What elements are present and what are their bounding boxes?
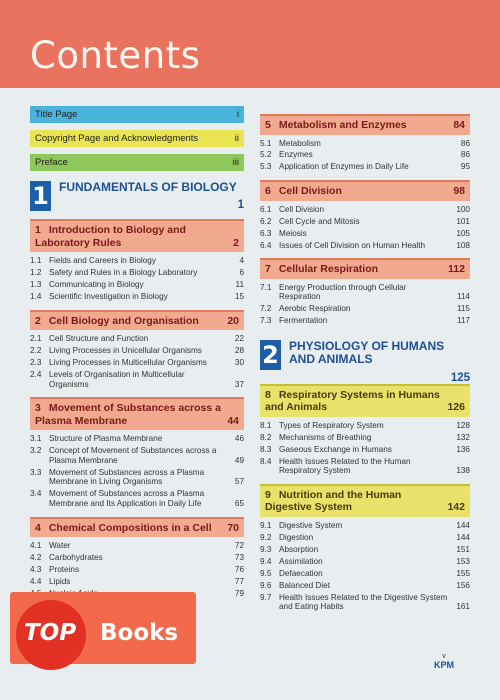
section-title: Cell Structure and Function <box>49 334 149 344</box>
chapter-heading <box>260 484 470 517</box>
section-number: 2.4 <box>30 370 42 379</box>
section-page: 86 <box>460 150 470 160</box>
section-number: 4.3 <box>30 564 42 574</box>
section-number: 8.3 <box>260 444 272 454</box>
unit-1-header <box>30 181 244 211</box>
chapter-number: 8 <box>265 388 271 401</box>
chapter-number: 9 <box>265 488 271 501</box>
section-page: 100 <box>456 204 470 214</box>
section-title: Gaseous Exchange in Humans <box>279 444 392 454</box>
section-title: Movement of Substances across a Plasma Membrane and Its Application in Daily Life <box>49 489 205 508</box>
section-number: 6.4 <box>260 240 272 250</box>
section-title: Lipids <box>49 576 71 586</box>
section-number: 2.3 <box>30 358 42 368</box>
chapter-title-text: Introduction to Biology and Laboratory Rules <box>35 224 186 249</box>
section-title: Defaecation <box>279 568 323 578</box>
section-row <box>260 533 470 543</box>
section-title: Safety and Rules in a Biology Laboratory <box>49 267 198 277</box>
section-page: 65 <box>234 498 244 508</box>
chapter-title <box>265 185 453 198</box>
chapter-title <box>35 224 233 249</box>
section-title: Application of Enzymes in Daily Life <box>279 162 409 172</box>
section-row <box>30 468 244 487</box>
section-title: Health Issues Related to the Human Respiratory System <box>279 456 411 476</box>
chapter-title <box>265 263 448 276</box>
section-row <box>260 139 470 149</box>
front-label: Preface <box>35 157 68 168</box>
unit-title: FUNDAMENTALS OF BIOLOGY <box>59 180 237 194</box>
chapter-title-text: Cell Division <box>278 185 342 198</box>
chapter-title-text: Cell Biology and Organisation <box>48 314 199 327</box>
section-row <box>30 292 244 302</box>
publisher-logo: KPM <box>434 660 454 670</box>
section-number: 3.4 <box>30 489 42 499</box>
section-row <box>260 581 470 591</box>
section-page: 49 <box>234 455 244 465</box>
section-page: 57 <box>234 477 244 487</box>
chapter-number: 3 <box>35 402 41 415</box>
section-row <box>30 565 244 575</box>
section-title: Fermentation <box>279 316 328 326</box>
section-number: 9.6 <box>260 580 272 590</box>
section-row <box>260 557 470 567</box>
right-chapter-list-a <box>260 114 470 326</box>
chapter-title-text: Respiratory Systems in Humans and Animals <box>265 388 440 414</box>
section-page: 144 <box>456 520 470 530</box>
section-row <box>260 569 470 579</box>
section-number: 5.3 <box>260 162 272 172</box>
section-number: 4.1 <box>30 541 42 551</box>
chapter-heading <box>260 258 470 279</box>
unit-number: 2 <box>260 340 281 370</box>
chapter-heading <box>30 310 244 331</box>
chapter-heading <box>30 219 244 252</box>
logo-books-text: Books <box>100 620 179 646</box>
chapter-heading <box>30 397 244 430</box>
chapter-title-text: Chemical Compositions in a Cell <box>48 521 212 534</box>
section-row <box>260 241 470 251</box>
section-page: 114 <box>456 292 470 302</box>
section-title: Meiosis <box>279 228 307 238</box>
section-number: 2.1 <box>30 334 42 344</box>
section-title: Concept of Movement of Substances across a Plasma Membrane <box>49 446 217 465</box>
section-row <box>30 370 244 389</box>
section-title: Structure of Plasma Membrane <box>49 434 163 444</box>
section-title: Health Issues Related to the Digestive System and Eating Habits <box>279 592 448 612</box>
section-page: 77 <box>234 576 244 586</box>
chapter-title-text: Metabolism and Enzymes <box>278 119 407 131</box>
section-page: 22 <box>234 334 244 344</box>
section-number: 9.5 <box>260 568 272 578</box>
section-title: Types of Respiratory System <box>279 420 384 430</box>
section-title: Cell Cycle and Mitosis <box>279 216 360 226</box>
section-page: 4 <box>239 256 244 265</box>
section-title: Enzymes <box>279 150 313 160</box>
section-title: Absorption <box>279 544 319 554</box>
section-page: 37 <box>234 379 244 389</box>
section-row <box>30 541 244 551</box>
section-page: 128 <box>456 420 470 430</box>
section-title: Movement of Substances across a Plasma Membrane in Living Organisms <box>49 467 205 487</box>
section-title: Assimilation <box>279 556 323 566</box>
front-preface <box>30 154 244 171</box>
section-row <box>30 256 244 266</box>
section-number: 3.3 <box>30 467 42 477</box>
section-row <box>260 205 470 215</box>
section-row <box>30 334 244 344</box>
chapter-title <box>265 119 453 132</box>
section-title: Digestive System <box>279 520 343 530</box>
chapter-title <box>35 522 227 535</box>
chapter-number: 2 <box>35 314 41 327</box>
chapter-number: 4 <box>35 521 41 534</box>
section-page: 76 <box>234 564 244 574</box>
section-page: 86 <box>460 138 470 148</box>
chapter-page: 142 <box>447 501 465 514</box>
unit-title: PHYSIOLOGY OF HUMANS AND ANIMALS <box>289 338 445 366</box>
section-row <box>30 434 244 444</box>
section-page: 72 <box>234 541 244 551</box>
section-number: 3.1 <box>30 434 42 444</box>
chapter-page: 98 <box>453 185 465 198</box>
chapter-page: 20 <box>227 314 239 327</box>
section-number: 7.2 <box>260 304 272 314</box>
chapter-page: 112 <box>448 263 465 276</box>
section-page: 46 <box>234 434 244 444</box>
section-page: 132 <box>456 432 470 442</box>
section-row <box>260 545 470 555</box>
section-number: 4.2 <box>30 553 42 562</box>
left-chapter-list <box>30 219 244 599</box>
front-page-number: i <box>236 109 239 120</box>
section-page: 156 <box>456 580 470 590</box>
section-title: Water <box>49 541 71 551</box>
section-number: 1.2 <box>30 267 42 277</box>
section-row <box>260 433 470 443</box>
section-title: Balanced Diet <box>279 580 330 590</box>
section-title: Metabolism <box>279 138 321 148</box>
chapter-page: 84 <box>453 119 465 131</box>
section-row <box>30 489 244 508</box>
section-page: 151 <box>456 544 470 554</box>
section-number: 7.1 <box>260 282 272 292</box>
front-page-number: iii <box>232 157 239 168</box>
section-row <box>260 521 470 531</box>
chapter-title-text: Cellular Respiration <box>278 263 379 276</box>
chapter-page: 44 <box>227 414 239 427</box>
section-number: 6.3 <box>260 228 272 238</box>
chapter-heading <box>30 517 244 538</box>
left-column <box>30 106 244 601</box>
section-title: Issues of Cell Division on Human Health <box>279 240 426 250</box>
section-number: 5.2 <box>260 150 272 160</box>
section-number: 1.1 <box>30 256 42 265</box>
chapter-title <box>265 489 447 514</box>
section-number: 9.2 <box>260 532 272 542</box>
section-number: 7.3 <box>260 316 272 326</box>
section-number: 8.4 <box>260 456 272 466</box>
chapter-number: 1 <box>35 224 41 236</box>
section-number: 1.4 <box>30 291 42 301</box>
logo-top-text: TOP <box>24 620 77 646</box>
section-row <box>260 445 470 455</box>
section-number: 1.3 <box>30 279 42 289</box>
chapter-title-text: Movement of Substances across a Plasma Membrane <box>35 402 221 427</box>
section-page: 136 <box>456 444 470 454</box>
section-title: Mechanisms of Breathing <box>279 432 372 442</box>
section-row <box>260 162 470 172</box>
section-title: Communicating in Biology <box>49 279 144 289</box>
chapter-number: 6 <box>265 185 271 198</box>
section-page: 144 <box>456 532 470 542</box>
section-title: Levels of Organisation in Multicellular Organisms <box>49 370 185 389</box>
section-number: 4.4 <box>30 576 42 586</box>
section-page: 101 <box>456 216 470 226</box>
section-page: 11 <box>235 279 244 289</box>
page-number: v <box>442 653 446 660</box>
right-chapter-list-b <box>260 384 470 612</box>
section-number: 9.4 <box>260 556 272 566</box>
section-title: Aerobic Respiration <box>279 304 351 314</box>
watermark-logo <box>10 592 196 664</box>
section-page: 95 <box>460 162 470 172</box>
chapter-heading <box>260 114 470 135</box>
section-page: 30 <box>234 358 244 368</box>
section-row <box>30 268 244 278</box>
section-row <box>260 150 470 160</box>
section-page: 79 <box>234 588 244 598</box>
unit-page: 1 <box>237 199 244 211</box>
section-title: Fields and Careers in Biology <box>49 256 156 265</box>
section-title: Proteins <box>49 564 80 574</box>
section-title: Digestion <box>279 532 314 542</box>
chapter-title <box>35 402 227 427</box>
chapter-number: 7 <box>265 263 271 276</box>
front-label: Copyright Page and Acknowledgments <box>35 133 199 144</box>
section-row <box>260 217 470 227</box>
section-number: 9.1 <box>260 520 272 530</box>
section-title: Carbohydrates <box>49 553 103 562</box>
section-page: 28 <box>234 346 244 356</box>
section-number: 2.2 <box>30 346 42 356</box>
section-title: Cell Division <box>279 204 325 214</box>
section-page: 155 <box>456 568 470 578</box>
section-page: 153 <box>456 556 470 566</box>
unit-page: 125 <box>450 371 470 384</box>
section-page: 138 <box>456 466 470 476</box>
section-row <box>30 577 244 587</box>
section-row <box>260 457 470 476</box>
section-row <box>30 446 244 465</box>
chapter-page: 126 <box>447 401 465 414</box>
section-row <box>260 229 470 239</box>
section-page: 105 <box>456 228 470 238</box>
front-copyright <box>30 130 244 147</box>
header-banner <box>0 0 500 88</box>
section-title: Living Processes in Unicellular Organisms <box>49 346 202 356</box>
section-number: 6.2 <box>260 216 272 226</box>
section-number: 9.7 <box>260 592 272 602</box>
publisher-mark <box>428 653 460 681</box>
unit-2-header <box>260 338 470 384</box>
section-number: 8.2 <box>260 432 272 442</box>
chapter-title <box>265 389 447 414</box>
section-row <box>260 316 470 326</box>
chapter-title <box>35 315 227 328</box>
section-number: 6.1 <box>260 204 272 214</box>
section-title: Living Processes in Multicellular Organisms <box>49 358 207 368</box>
section-row <box>30 346 244 356</box>
front-title-page <box>30 106 244 123</box>
chapter-page: 70 <box>227 521 239 534</box>
page-title: Contents <box>30 34 201 77</box>
section-row <box>260 304 470 314</box>
front-page-number: ii <box>234 133 239 144</box>
section-page: 108 <box>456 240 470 250</box>
section-row <box>260 421 470 431</box>
section-page: 73 <box>234 553 244 562</box>
chapter-heading <box>260 180 470 201</box>
section-page: 161 <box>456 602 470 612</box>
section-title: Scientific Investigation in Biology <box>49 291 168 301</box>
section-row <box>260 283 470 302</box>
section-row <box>260 593 470 612</box>
section-row <box>30 280 244 290</box>
section-page: 117 <box>456 316 470 326</box>
unit-number: 1 <box>30 181 51 211</box>
section-page: 6 <box>239 267 244 277</box>
section-number: 9.3 <box>260 544 272 554</box>
front-label: Title Page <box>35 109 78 120</box>
section-row <box>30 358 244 368</box>
section-title: Energy Production through Cellular Respiration <box>279 282 407 302</box>
section-number: 8.1 <box>260 420 272 430</box>
section-number: 3.2 <box>30 446 42 456</box>
section-row <box>30 553 244 563</box>
chapter-title-text: Nutrition and the Human Digestive System <box>265 488 402 514</box>
chapter-heading <box>260 384 470 417</box>
chapter-page: 2 <box>233 236 239 249</box>
section-page: 115 <box>456 304 470 314</box>
section-number: 5.1 <box>260 138 272 148</box>
section-page: 15 <box>234 291 244 301</box>
chapter-number: 5 <box>265 119 271 131</box>
right-column <box>260 106 470 614</box>
